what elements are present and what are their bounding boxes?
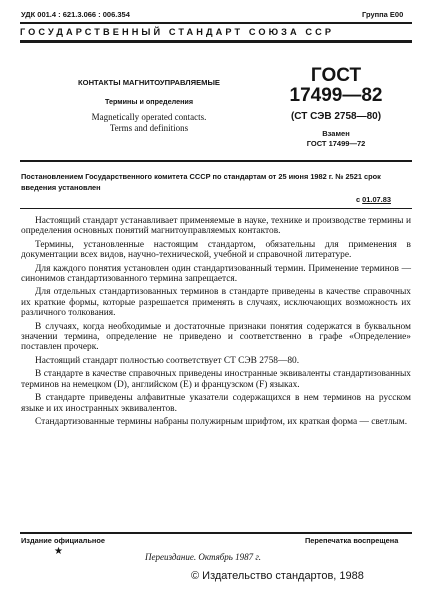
copyright-notice: © Издательство стандартов, 1988: [191, 570, 364, 582]
effective-date-value: 01.07.83: [362, 195, 391, 204]
body-paragraph: Стандартизованные термины набраны полужирным шрифтом, их краткая форма — светлым.: [35, 416, 408, 427]
udk-code: УДК 001.4 : 621.3.066 : 006.354: [21, 10, 130, 19]
body-paragraph: В стандарте приведены алфавитные указатели содержащихся в нем терминов на русском языке и их иностранных эквивалентов.: [21, 393, 411, 414]
section-rule: [20, 160, 412, 162]
banner-rule: [20, 40, 412, 43]
group-code: Группа Е00: [362, 10, 404, 19]
title-en-line-1: Magnetically operated contacts.: [91, 112, 207, 122]
gost-number: 17499—82: [289, 85, 383, 106]
standard-banner: ГОСУДАРСТВЕННЫЙ СТАНДАРТ СОЮЗА ССР: [20, 27, 335, 37]
body-paragraph: В случаях, когда необходимые и достаточные признаки понятия содержатся в буквальном значении термина, определение не приведено и соответственно в графе «Определение» поставлен прочерк.: [21, 321, 411, 353]
top-rule: [20, 22, 412, 24]
document-subtitle-ru: Термины и определения: [104, 97, 194, 106]
decree-text: Постановлением Государственного комитета СССР по стандартам от 25 июня 1982 г. № 2521 срок введения установлен: [21, 172, 381, 192]
footer-rule: [20, 532, 412, 534]
replaces-label: Взамен: [322, 129, 350, 138]
document-title-ru: КОНТАКТЫ МАГНИТОУПРАВЛЯЕМЫЕ: [78, 78, 220, 87]
decree-rule: [20, 208, 412, 209]
body-paragraph: Настоящий стандарт устанавливает применяемые в науке, технике и производстве термины и определения основных понятий магнитоуправляемых контактов.: [21, 216, 411, 237]
body-paragraph: Для каждого понятия установлен один стандартизованный термин. Применение терминов — синонимов стандартизованного термина запрещается.: [21, 263, 411, 285]
official-edition-label: Издание официальное: [21, 536, 106, 545]
document-title-en: [58, 112, 240, 134]
replaces-value: ГОСТ 17499—72: [306, 139, 366, 148]
body-text: [21, 216, 411, 430]
body-paragraph: Термины, установленные настоящим стандартом, обязательны для применения в документации всех видов, научно-технической, учебной и справочной литературе.: [21, 239, 411, 261]
gost-label: ГОСТ: [310, 65, 362, 86]
reissue-note: Переиздание. Октябрь 1987 г.: [145, 552, 262, 562]
star-icon: ★: [54, 546, 63, 557]
title-en-line-2: Terms and definitions: [109, 123, 189, 133]
reprint-ban-label: Перепечатка воспрещена: [305, 536, 399, 545]
body-paragraph: В стандарте в качестве справочных приведены иностранные эквиваленты стандартизованных терминов на немецком (D), английском (Е) и французском (F) языках.: [21, 369, 411, 390]
body-paragraph: Для отдельных стандартизованных терминов в стандарте приведены в качестве справочных их краткие формы, которые разрешается применять в случаях, исключающих возможность их различного толкования.: [21, 287, 411, 319]
effective-date: [356, 195, 391, 204]
st-sev-reference: (СТ СЭВ 2758—80): [290, 111, 382, 122]
body-paragraph: Настоящий стандарт полностью соответствует СТ СЭВ 2758—80.: [35, 355, 300, 366]
effective-date-prefix: с: [356, 195, 363, 204]
